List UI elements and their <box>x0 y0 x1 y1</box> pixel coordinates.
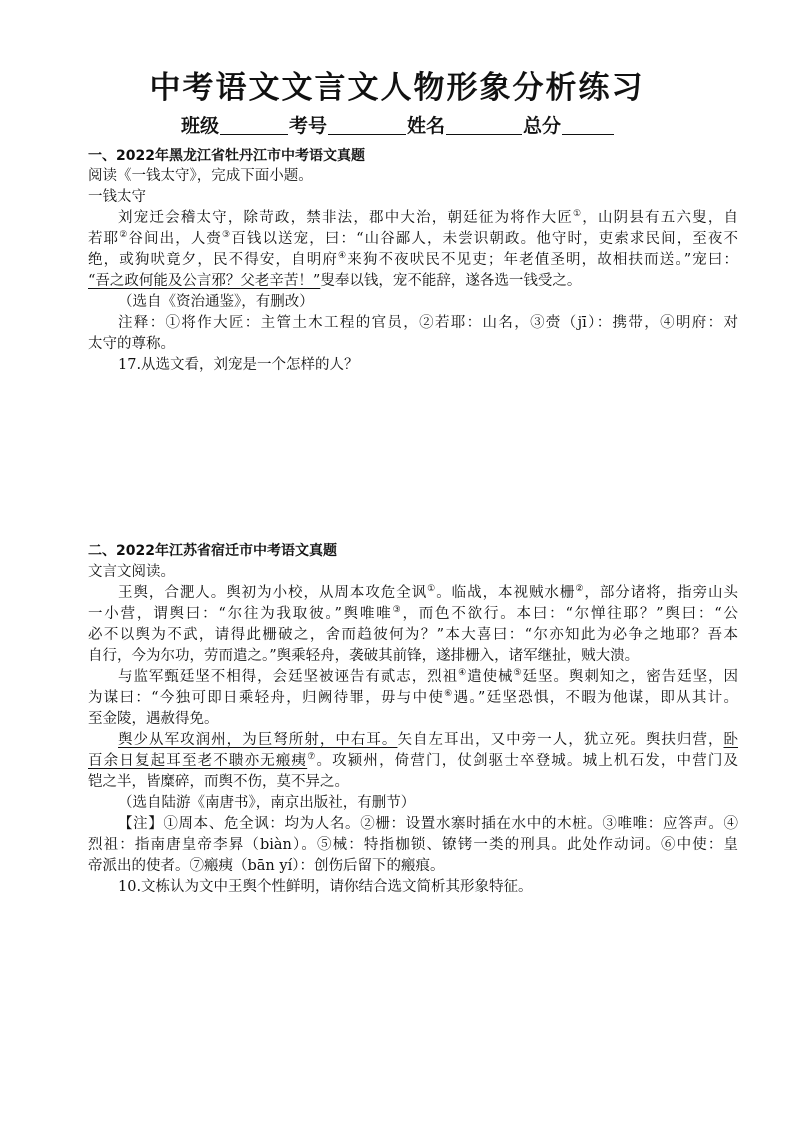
score-label: 总分 <box>523 115 562 137</box>
passage2-line: 王舆，合淝人。舆初为小校，从周本攻危全讽①。临战，本视贼水栅②，部分诸将，指旁山头 <box>118 584 739 601</box>
class-blank[interactable] <box>220 116 288 135</box>
passage1-line: 刘宠迁会稽太守，除苛政，禁非法，郡中大治，朝廷征为将作大匠①，山阴县有五六叟，自 <box>118 209 739 226</box>
passage2-notes: 【注】①周本、危全讽：均为人名。②栅：设置水寨时插在水中的木桩。③唯唯：应答声。④ <box>118 816 738 832</box>
page-title: 中考语文文言文人物形象分析练习 <box>149 70 645 106</box>
passage1-line: “吾之政何能及公言邪？父老辛苦！”叟奉以钱，宠不能辞，遂各选一钱受之。 <box>88 273 582 289</box>
underlined-sentence: 百余日复起耳至老不聩亦无瘢痍 <box>88 753 308 769</box>
passage2-notes: 烈祖：指南唐皇帝李昪（biàn）。⑤械：特指枷锁、镣铐一类的刑具。此处作动词。⑥中使：皇 <box>88 837 738 853</box>
name-blank[interactable] <box>446 116 522 135</box>
passage2-line: 自行，今为尔功，劳而遣之。”舆乘轻舟，袭破其前锋，遂排栅入，诸军继扯，贼大溃。 <box>88 648 640 664</box>
passage2-line: 一小营，谓舆曰：“尔往为我取彼。”舆唯唯③，而色不欲行。本曰：“尔惮往耶？”舆曰：“公 <box>88 605 738 622</box>
section1-heading: 一、2022年黑龙江省牡丹江市中考语文真题 <box>88 148 365 164</box>
question-17: 17.从选文看，刘宠是一个怎样的人？ <box>118 357 359 373</box>
passage2-line: 舆少从军攻润州，为巨弩所射，中右耳。矢自左耳出，又中旁一人，犹立死。舆扶归营，卧 <box>118 732 739 748</box>
passage2-line: 与监军甄廷坚不相得，会廷坚被诬告有贰志，烈祖④遣使械⑤廷坚。舆刺知之，密告廷坚，因 <box>118 668 739 685</box>
underlined-sentence: “吾之政何能及公言邪？父老辛苦！” <box>88 273 321 289</box>
passage2-line: 至金陵，遇赦得免。 <box>88 711 219 727</box>
passage1-line: 若耶②谷间出，人赍③百钱以送宠，曰：“山谷鄙人，未尝识朝政。他守时，吏索求民间，至夜不 <box>88 230 739 247</box>
passage2-line: 必不以舆为不武，请得此栅破之，舍而趋彼何为？”本大喜曰：“尔亦知此为必争之地耶？吾本 <box>88 627 738 643</box>
number-blank[interactable] <box>328 116 406 135</box>
underlined-sentence: 舆少从军攻润州，为巨弩所射，中右耳。 <box>118 732 398 748</box>
score-blank[interactable] <box>562 116 614 135</box>
passage1-source: （选自《资治通鉴》，有删改） <box>118 294 314 310</box>
passage2-notes: 帝派出的使者。⑦瘢痍（bān yí）：创伤后留下的瘢痕。 <box>88 858 445 874</box>
question-10: 10.文栋认为文中王舆个性鲜明，请你结合选文简析其形象特征。 <box>118 879 533 895</box>
passage1-line: 绝，或狗吠竟夕，民不得安，自明府④来狗不夜吠民不见吏；年老值圣明，故相扶而送。”宠曰： <box>88 251 738 268</box>
passage2-source: （选自陆游《南唐书》，南京出版社，有删节） <box>118 795 416 811</box>
class-label: 班级 <box>180 115 219 137</box>
name-label: 姓名 <box>407 115 446 137</box>
number-label: 考号 <box>288 115 327 137</box>
passage2-line: 百余日复起耳至老不聩亦无瘢痍⑦。攻颍州，倚营门，仗剑驱士卒登城。城上机石发，中营门及 <box>88 752 739 769</box>
student-info-line <box>0 111 794 138</box>
passage1-notes: 太守的尊称。 <box>88 336 175 352</box>
passage2-line: 铠之半，皆糜碎，而舆不伤，莫不异之。 <box>88 774 349 790</box>
passage1-subtitle: 一钱太守 <box>88 189 146 205</box>
section1-prompt: 阅读《一钱太守》，完成下面小题。 <box>88 168 313 184</box>
section2-heading: 二、2022年江苏省宿迁市中考语文真题 <box>88 543 337 559</box>
passage2-line: 为谋曰：“今独可即日乘轻舟，归阙待罪，毋与中使⑥遇。”廷坚恐惧，不暇为他谋，即从其计。 <box>88 689 738 706</box>
section2-prompt: 文言文阅读。 <box>88 564 175 580</box>
passage1-notes: 注释：①将作大匠：主管土木工程的官员，②若耶：山名，③赍（jī）：携带，④明府：对 <box>118 315 738 331</box>
